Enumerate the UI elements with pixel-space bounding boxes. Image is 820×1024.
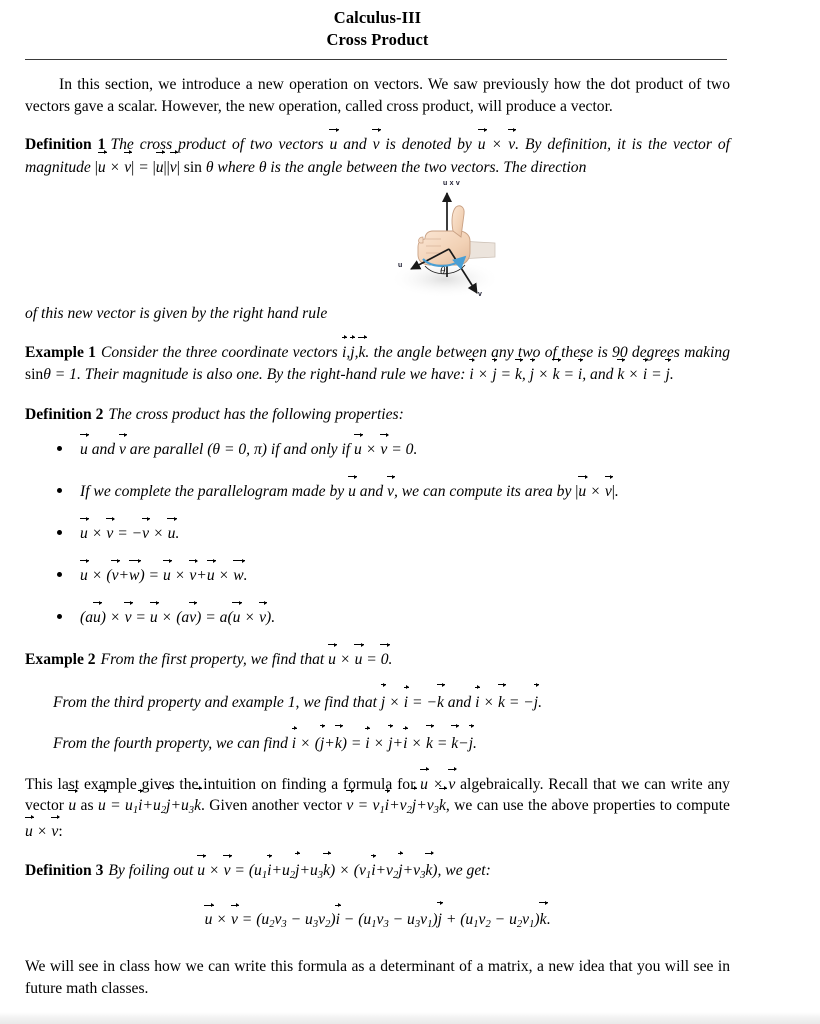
list-item: u × (v+w) = u × v+u × w. [25, 565, 730, 586]
bullet-icon [57, 530, 62, 535]
definition-2 [25, 404, 730, 427]
example-2-line-3: From the fourth property, we can find i × (j+k) = i × j+i × k = k−j. [53, 734, 477, 752]
definition-2-label: Definition 2 [25, 405, 104, 423]
closing-paragraph: We will see in class how we can write this formula as a determinant of a matrix, a new idea that you will see in future math classes. [25, 958, 730, 997]
definition-3: Definition 3 By foiling out $u \times v = (u_1i+u_2j+u_3k) \times (v_1i+v_2j+v_3k)$, we get: [25, 861, 491, 881]
list-item: (au) × v = u × (av) = a(u × v). [25, 607, 730, 628]
algebraic-paragraph: This last example gives the intuition on finding a formula for u × v algebraically. Recall that we can write any vector u as $u = u_1i+u_2j+u_3k$. Given another vector $v = v_1i+v_2j+v_3k$, we can use the above properties to compute u × v: [25, 774, 730, 843]
definition-1-continuation: of this new vector is given by the right hand rule [25, 305, 328, 322]
bullet-icon [57, 572, 62, 577]
list-item: If we complete the parallelogram made by u and v, we can compute its area by |u × v|. [25, 481, 730, 502]
course-title: Calculus-III [333, 8, 422, 27]
header-divider [25, 59, 727, 60]
example-1-label: Example 1 [25, 343, 96, 361]
bullet-icon [57, 488, 62, 493]
example-2-label: Example 2 [25, 651, 96, 668]
figure-label-u: u [398, 262, 403, 269]
figure-label-cross: u x v [443, 180, 460, 187]
page-bottom-edge [0, 1012, 820, 1024]
document-content [25, 0, 730, 999]
bullet-icon [57, 614, 62, 619]
example-2-line-2: From the third property and example 1, we find that j × i = −k and i × k = −j. [53, 693, 543, 711]
figure-canvas [377, 181, 517, 303]
example-2: Example 2 From the first property, we find that u × u = 0. [25, 649, 730, 672]
right-hand-rule-figure [25, 181, 730, 303]
document-header [25, 0, 730, 51]
figure-label-v: v [478, 291, 483, 298]
definition-3-label: Definition 3 [25, 861, 104, 879]
bullet-icon [57, 446, 62, 451]
page-title: Cross Product [326, 30, 429, 49]
figure-label-theta: θ [440, 265, 446, 277]
list-item: u × v = −v × u. [25, 523, 730, 544]
right-hand-rule-icon [377, 181, 517, 303]
display-formula: $u \times v = (u_2v_3 - u_3v_2)i - (u_1v_3 - u_3v_1)j + (u_1v_2 - u_2v_1)k$. [204, 911, 551, 931]
example-1: Example 1 Consider the three coordinate vectors i,j,k. the angle between any two of these is 90 degrees making sinθ = 1. Their magnitude is also one. By the right-hand rule we have: i × j = k, j × k = i, and k × i = j. [25, 342, 730, 387]
definition-1: Definition 1 The cross product of two vectors u and v is denoted by u × v. By definition, it is the vector of magnitude |u × v| = |u||v| sin θ where θ is the angle between the two vectors. The direction [25, 134, 730, 179]
list-item: u and v are parallel (θ = 0, π) if and only if u × v = 0. [25, 439, 730, 460]
intro-paragraph: In this section, we introduce a new operation on vectors. We saw previously how the dot product of two vectors gave a scalar. However, the new operation, called cross product, will produce a vector. [25, 76, 730, 115]
definition-2-text: The cross product has the following properties: [108, 405, 404, 423]
properties-list [25, 439, 730, 628]
definition-1-label: Definition 1 [25, 136, 106, 153]
